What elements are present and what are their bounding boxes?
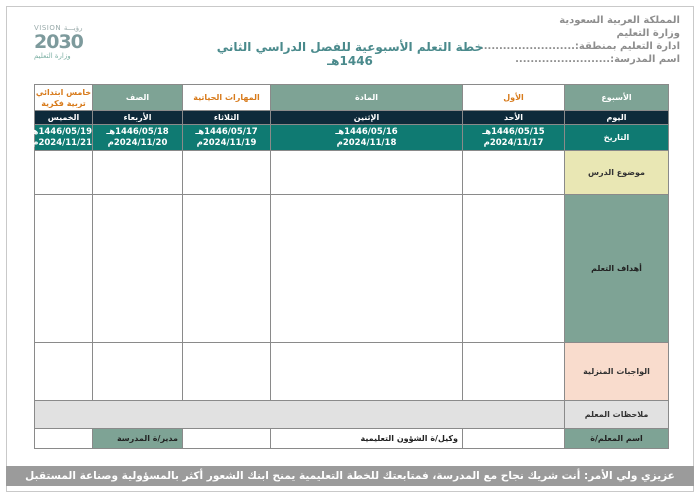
logo-number: 2030 (34, 31, 83, 53)
homework-cell[interactable] (463, 343, 565, 401)
week-label: الأسبوع (565, 85, 669, 111)
top-info-row (35, 85, 669, 111)
homework-row (35, 343, 669, 401)
plan-title: خطة التعلم الأسبوعية للفصل الدراسي الثاني 1446هـ (216, 40, 484, 68)
date-wednesday: 1446/05/18هـ 2024/11/20م (93, 125, 183, 151)
class-value: خامس ابتدائي تربية فكرية (35, 85, 93, 111)
homework-cell[interactable] (93, 343, 183, 401)
homework-cell[interactable] (183, 343, 271, 401)
subject-label: المادة (271, 85, 463, 111)
class-label: الصف (93, 85, 183, 111)
learning-goals-cell[interactable] (35, 195, 93, 343)
teacher-notes-label: ملاحظات المعلم (565, 401, 669, 429)
day-label: اليوم (565, 111, 669, 125)
school-field: اسم المدرسة:......................... (515, 54, 680, 65)
day-row (35, 111, 669, 125)
teacher-name-cell[interactable] (463, 429, 565, 449)
learning-goals-cell[interactable] (271, 195, 463, 343)
homework-cell[interactable] (35, 343, 93, 401)
lesson-topic-row (35, 151, 669, 195)
learning-goals-label: أهداف التعلم (565, 195, 669, 343)
vision-2030-logo (34, 24, 112, 76)
day-sunday: الأحد (463, 111, 565, 125)
learning-goals-cell[interactable] (93, 195, 183, 343)
lesson-topic-cell[interactable] (35, 151, 93, 195)
logo-vision-text: VISION رؤيـــة (34, 24, 83, 32)
signature-row (35, 429, 669, 449)
date-monday: 1446/05/16هـ 2024/11/18م (271, 125, 463, 151)
date-label: التاريخ (565, 125, 669, 151)
week-value: الأول (463, 85, 565, 111)
ministry-name: وزارة التعليم (616, 28, 680, 39)
date-tuesday: 1446/05/17هـ 2024/11/19م (183, 125, 271, 151)
lesson-topic-cell[interactable] (183, 151, 271, 195)
teacher-name-label: اسم المعلم/ة (565, 429, 669, 449)
subject-value: المهارات الحياتية (183, 85, 271, 111)
vice-principal-label: وكيل/ة الشؤون التعليمية (271, 429, 463, 449)
header-info (479, 14, 680, 66)
lesson-topic-label: موضوع الدرس (565, 151, 669, 195)
day-monday: الإثنين (271, 111, 463, 125)
learning-goals-cell[interactable] (463, 195, 565, 343)
day-thursday: الخميس (35, 111, 93, 125)
principal-label: مدير/ة المدرسة (93, 429, 183, 449)
parent-message-footer: عزيزي ولي الأمر: أنت شريك نجاح مع المدرسة، فمتابعتك للخطة التعليمية يمنح ابنك الشعور أكثر بالمسؤولية وصناعة المستقبل (6, 466, 694, 486)
day-tuesday: الثلاثاء (183, 111, 271, 125)
date-row (35, 125, 669, 151)
kingdom-name: المملكة العربية السعودية (559, 15, 680, 26)
principal-cell[interactable] (35, 429, 93, 449)
logo-ministry-text: وزارة التعليم (34, 52, 71, 60)
vice-principal-cell[interactable] (183, 429, 271, 449)
weekly-plan-table (29, 84, 669, 449)
date-thursday: 1446/05/19هـ 2024/11/21م (35, 125, 93, 151)
learning-goals-row (35, 195, 669, 343)
date-sunday: 1446/05/15هـ 2024/11/17م (463, 125, 565, 151)
lesson-topic-cell[interactable] (463, 151, 565, 195)
teacher-notes-cell[interactable] (35, 401, 565, 429)
day-wednesday: الأربعاء (93, 111, 183, 125)
lesson-topic-cell[interactable] (271, 151, 463, 195)
homework-label: الواجبات المنزلية (565, 343, 669, 401)
region-field: ادارة التعليم بمنطقة:......................... (479, 41, 680, 52)
lesson-topic-cell[interactable] (93, 151, 183, 195)
learning-goals-cell[interactable] (183, 195, 271, 343)
teacher-notes-row (35, 401, 669, 429)
homework-cell[interactable] (271, 343, 463, 401)
